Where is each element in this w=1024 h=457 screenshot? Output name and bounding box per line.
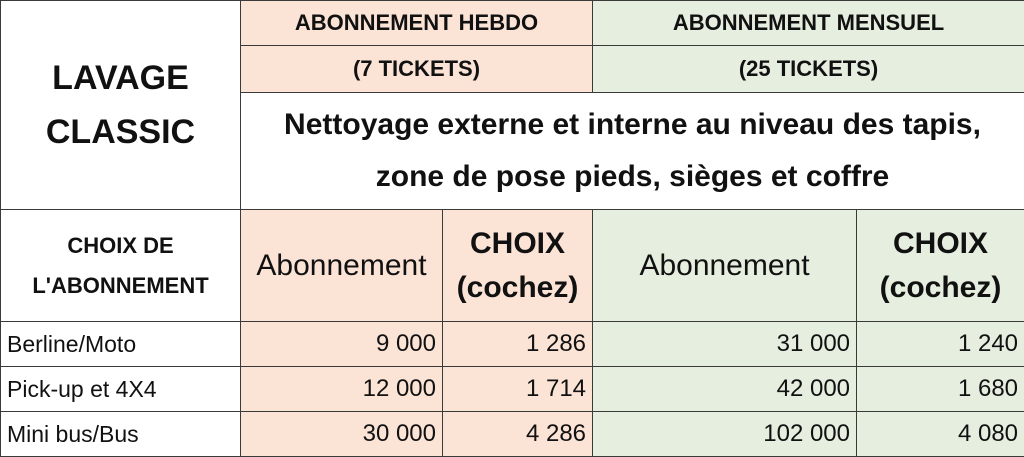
vehicle-type-label: Mini bus/Bus — [1, 412, 241, 457]
choix-label-line-1: CHOIX DE — [7, 226, 234, 266]
choix-line-1: CHOIX — [449, 222, 586, 266]
vehicle-type-label: Berline/Moto — [1, 322, 241, 367]
mensuel-tickets: (25 TICKETS) — [593, 46, 1024, 93]
hebdo-choice-cell[interactable]: 1 286 — [443, 322, 593, 367]
mensuel-price: 42 000 — [593, 367, 857, 412]
lavage-classic-title — [1, 1, 241, 210]
hebdo-tickets: (7 TICKETS) — [241, 46, 593, 93]
mensuel-choice-cell[interactable]: 4 080 — [857, 412, 1024, 457]
mensuel-price: 102 000 — [593, 412, 857, 457]
choix-line-1: CHOIX — [863, 222, 1018, 266]
mensuel-price: 31 000 — [593, 322, 857, 367]
table-row — [1, 322, 1024, 367]
hebdo-abonnement-column-header: Abonnement — [241, 210, 443, 322]
choix-line-2: (cochez) — [449, 266, 586, 310]
service-description — [241, 93, 1024, 210]
hebdo-choice-cell[interactable]: 4 286 — [443, 412, 593, 457]
table-row — [1, 367, 1024, 412]
hebdo-choice-cell[interactable]: 1 714 — [443, 367, 593, 412]
hebdo-choix-column-header — [443, 210, 593, 322]
title-line-1: LAVAGE — [7, 51, 234, 105]
mensuel-header: ABONNEMENT MENSUEL — [593, 1, 1024, 46]
choix-abonnement-label — [1, 210, 241, 322]
vehicle-type-label: Pick-up et 4X4 — [1, 367, 241, 412]
hebdo-header: ABONNEMENT HEBDO — [241, 1, 593, 46]
mensuel-abonnement-column-header: Abonnement — [593, 210, 857, 322]
hebdo-price: 12 000 — [241, 367, 443, 412]
mensuel-choice-cell[interactable]: 1 680 — [857, 367, 1024, 412]
description-line-1: Nettoyage externe et interne au niveau des tapis, — [247, 99, 1018, 151]
title-line-2: CLASSIC — [7, 105, 234, 159]
mensuel-choice-cell[interactable]: 1 240 — [857, 322, 1024, 367]
description-line-2: zone de pose pieds, sièges et coffre — [247, 151, 1018, 203]
choix-line-2: (cochez) — [863, 266, 1018, 310]
hebdo-price: 9 000 — [241, 322, 443, 367]
mensuel-choix-column-header — [857, 210, 1024, 322]
table-row — [1, 412, 1024, 457]
choix-label-line-2: L'ABONNEMENT — [7, 266, 234, 306]
hebdo-price: 30 000 — [241, 412, 443, 457]
